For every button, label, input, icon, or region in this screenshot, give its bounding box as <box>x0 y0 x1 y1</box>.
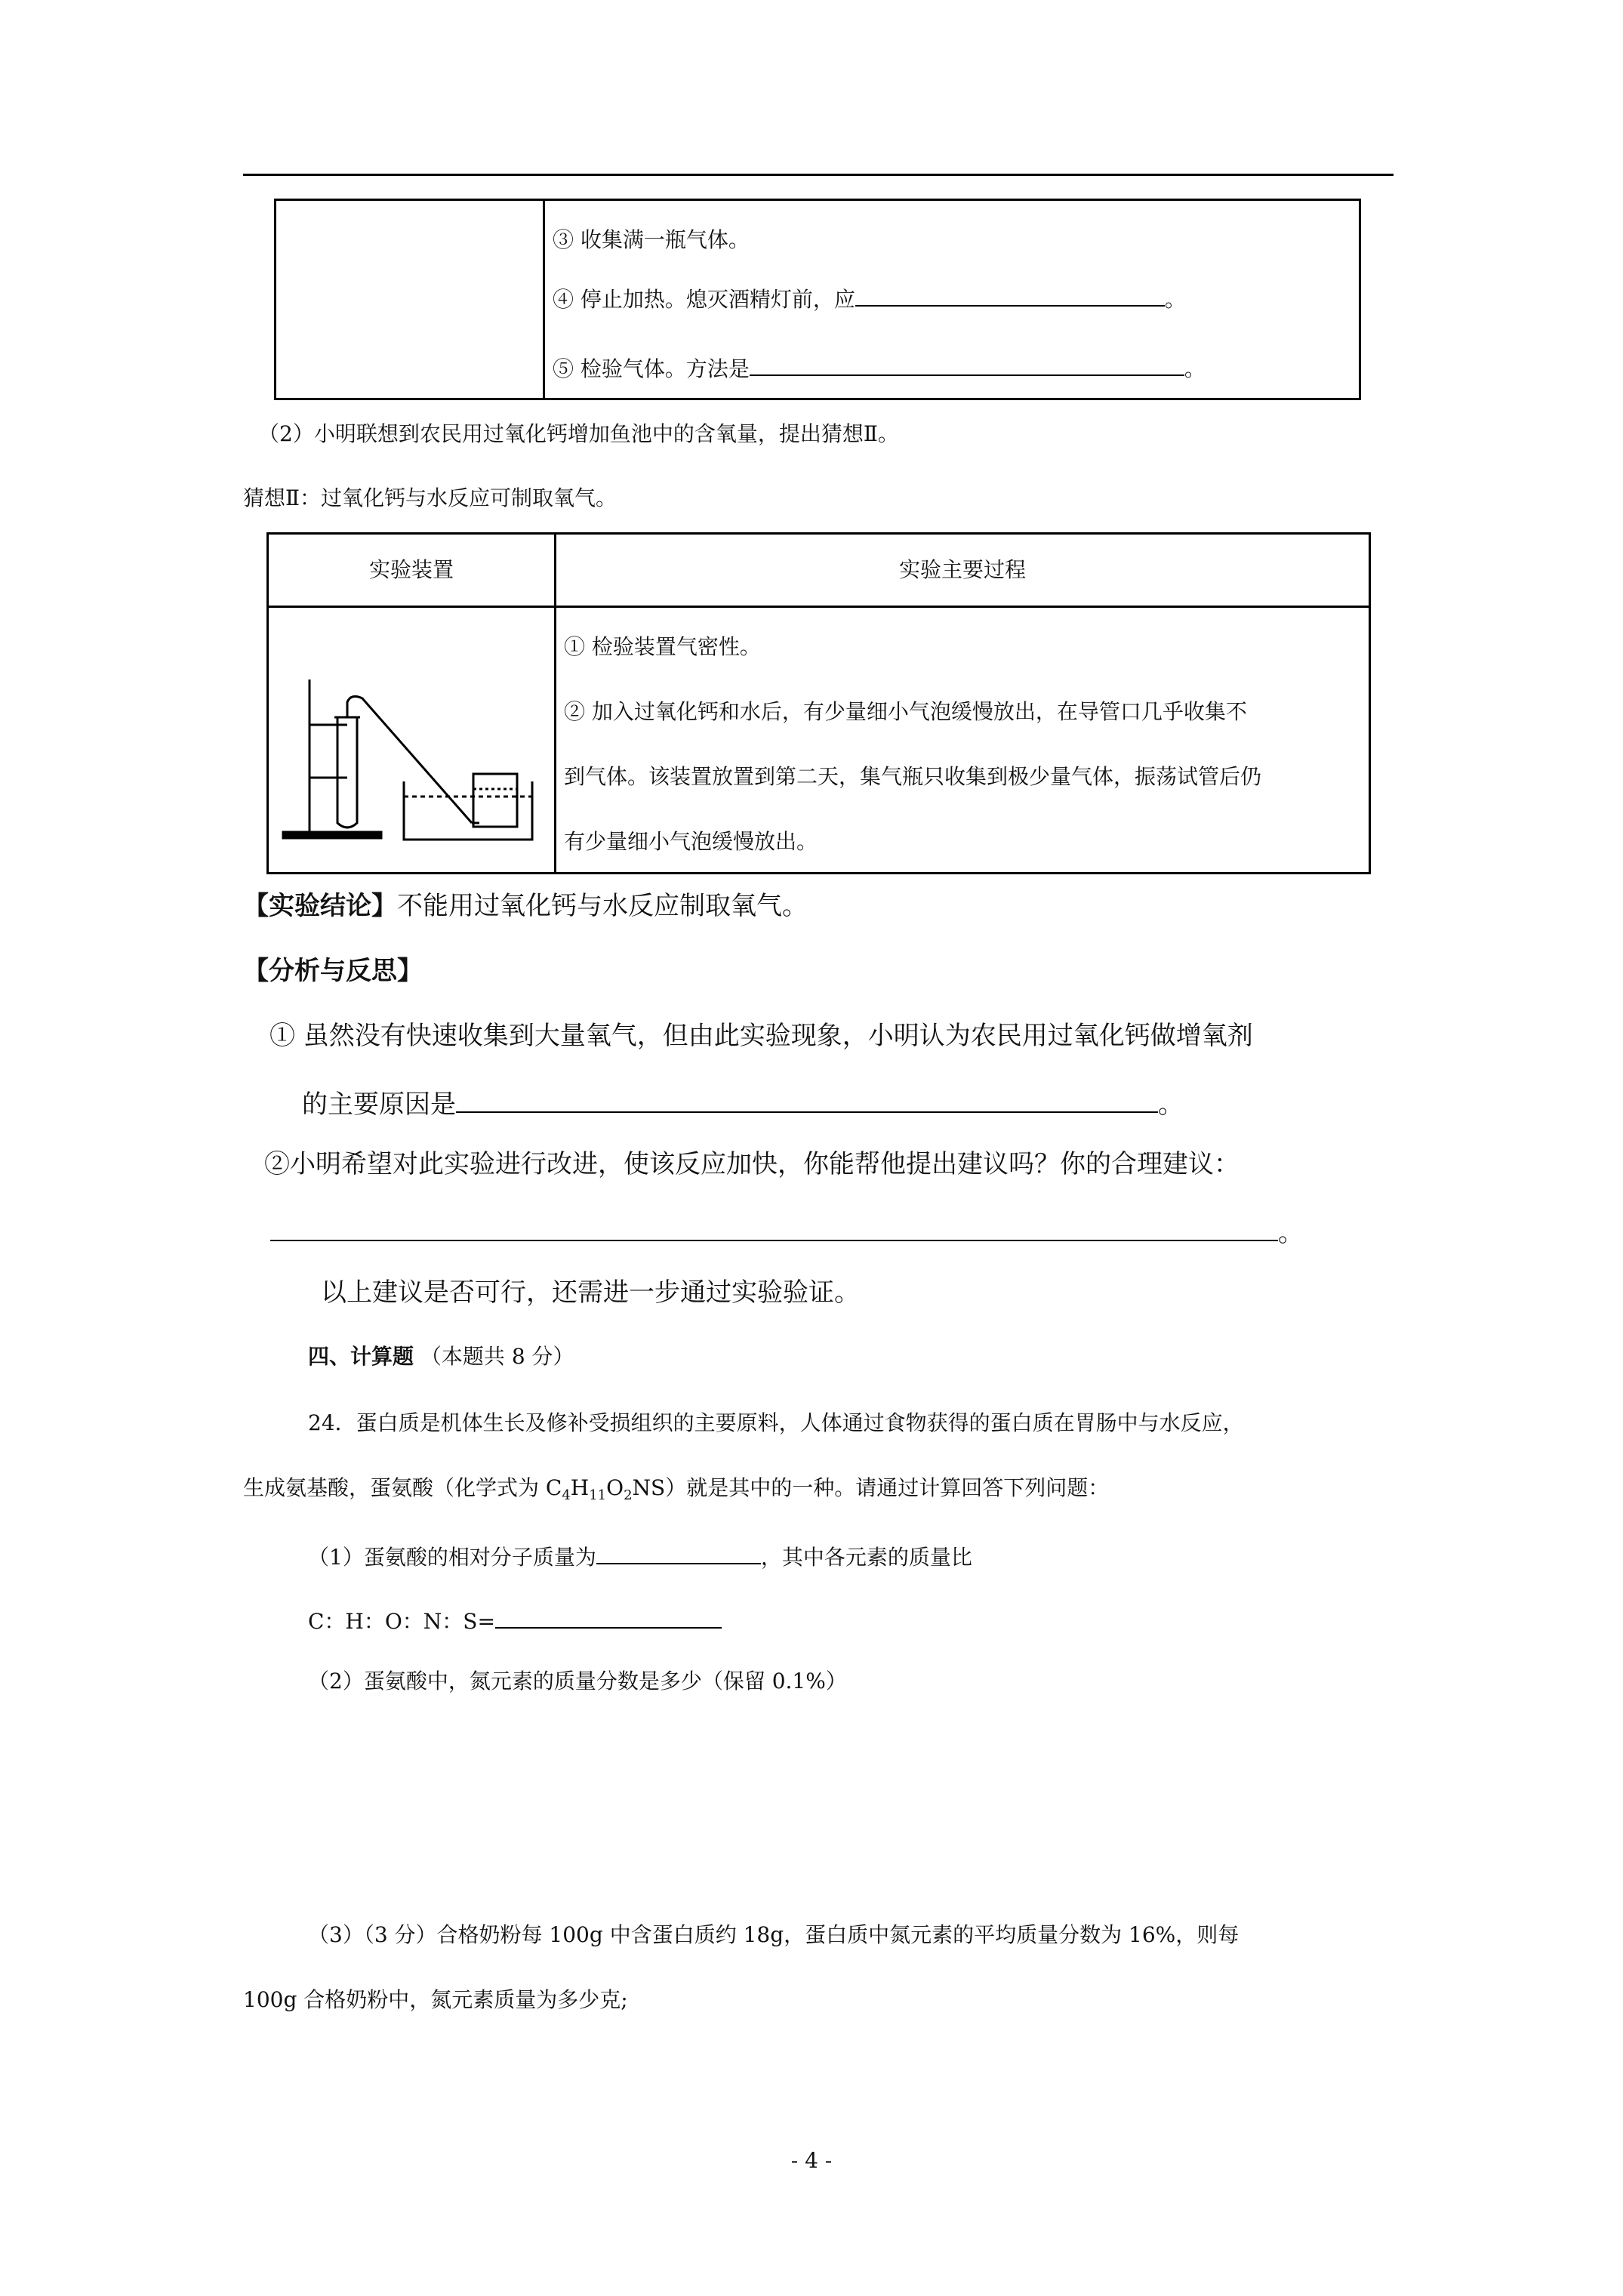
section4-heading <box>308 1344 574 1370</box>
table2-line2: ② 加入过氧化钙和水后，有少量细小气泡缓慢放出，在导管口几乎收集不 <box>564 699 1247 724</box>
table2-header-apparatus: 实验装置 <box>268 534 556 607</box>
answer-blank-step5[interactable] <box>750 352 1184 376</box>
part2-intro: （2）小明联想到农民用过氧化钙增加鱼池中的含氧量，提出猜想Ⅱ。 <box>258 421 899 446</box>
table1-left-cell <box>276 200 544 399</box>
analysis-item1-line1: ① 虽然没有快速收集到大量氧气，但由此实验现象，小明认为农民用过氧化钙做增氧剂 <box>269 1021 1253 1051</box>
conclusion-text: 不能用过氧化钙与水反应制取氧气。 <box>397 891 808 921</box>
table2-apparatus-cell <box>268 607 556 874</box>
q24-ratio: C：H：O：N：S= <box>308 1604 722 1635</box>
q24-part2: （2）蛋氨酸中，氮元素的质量分数是多少（保留 0.1%） <box>308 1669 847 1693</box>
table2-line4: 有少量细小气泡缓慢放出。 <box>564 829 818 854</box>
table2-header-process: 实验主要过程 <box>556 534 1370 607</box>
answer-blank-step4[interactable] <box>855 282 1165 307</box>
q24-part3-line2: 100g 合格奶粉中，氮元素质量为多少克; <box>243 1987 628 2012</box>
q24-part3-line1: （3）（3 分）合格奶粉每 100g 中含蛋白质约 18g，蛋白质中氮元素的平均质量分数为 16%，则每 <box>308 1922 1240 1947</box>
section4-title: 四、计算题 <box>308 1344 414 1369</box>
analysis-item1-line2: 的主要原因是 。 <box>302 1084 1184 1120</box>
hypothesis-2: 猜想Ⅱ：过氧化钙与水反应可制取氧气。 <box>243 485 617 510</box>
answer-blank-main-reason[interactable] <box>456 1084 1158 1113</box>
table1-step5: ⑤ 检验气体。方法是 。 <box>553 352 1206 383</box>
table2-line3: 到气体。该装置放置到第二天，集气瓶只收集到极少量气体，振荡试管后仍 <box>564 764 1262 789</box>
table1-step4: ④ 停止加热。熄灭酒精灯前，应 。 <box>553 282 1186 313</box>
conclusion-label: 【实验结论】 <box>243 891 397 921</box>
table2-line1: ① 检验装置气密性。 <box>564 634 761 659</box>
answer-blank-mass-ratio[interactable] <box>495 1604 722 1629</box>
conclusion <box>243 891 808 922</box>
analysis-label: 【分析与反思】 <box>243 956 423 986</box>
table2-process-cell <box>556 607 1370 874</box>
table-experiment <box>266 532 1371 874</box>
q24-part1: （1）蛋氨酸的相对分子质量为 ，其中各元素的质量比 <box>308 1540 972 1570</box>
gas-collection-apparatus-image <box>276 627 547 853</box>
page-number: - 4 - <box>790 2148 833 2173</box>
table1-right-cell <box>544 200 1360 399</box>
analysis-item2: ②小明希望对此实验进行改进，使该反应加快，你能帮他提出建议吗？你的合理建议： <box>264 1149 1240 1179</box>
q24-stem-line1: 24．蛋白质是机体生长及修补受损组织的主要原料，人体通过食物获得的蛋白质在胃肠中与水反应， <box>308 1410 1244 1435</box>
answer-blank-molar-mass[interactable] <box>596 1540 761 1564</box>
header-rule <box>243 174 1394 176</box>
verify-note: 以上建议是否可行，还需进一步通过实验验证。 <box>321 1277 860 1308</box>
table1-step3: ③ 收集满一瓶气体。 <box>553 227 750 252</box>
q24-stem-line2: 生成氨基酸，蛋氨酸（化学式为 $C_4H_{11}O_2NS$）就是其中的一种。请通过计算回答下列问题： <box>243 1475 1110 1503</box>
analysis-item2-answer: 。 <box>270 1213 1304 1249</box>
answer-blank-suggestion[interactable] <box>270 1213 1278 1241</box>
table-steps-continued <box>274 199 1361 400</box>
section4-note: （本题共 8 分） <box>420 1344 574 1369</box>
